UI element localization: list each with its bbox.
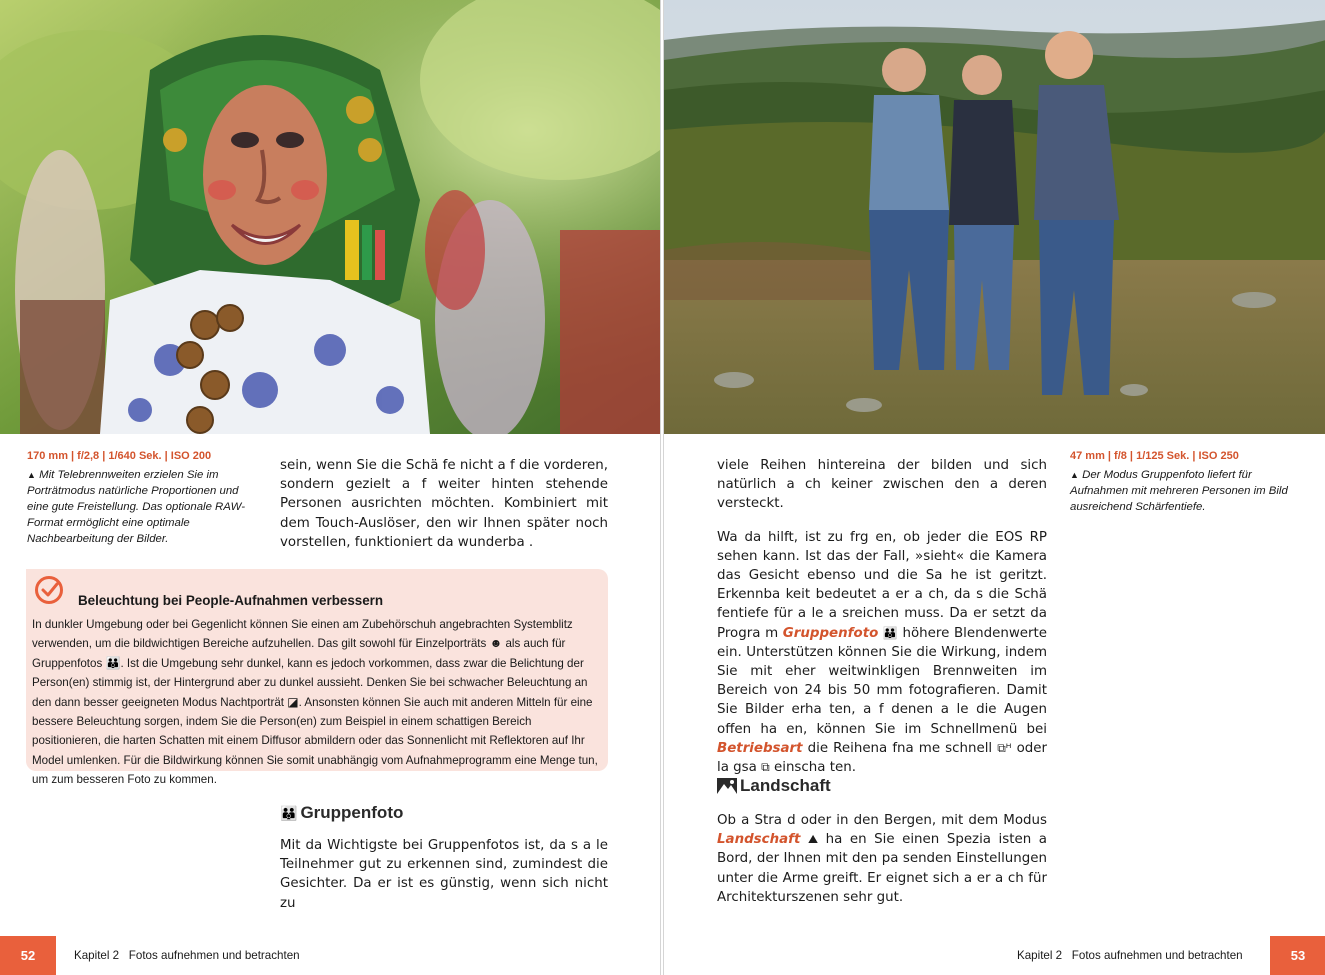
carnival-mask-photo	[0, 0, 660, 434]
tip-title: Beleuchtung bei People-Aufnahmen verbessern	[78, 593, 384, 608]
triangle-up-icon: ▲	[27, 470, 36, 480]
exif-info: 170 mm | f/2,8 | 1/640 Sek. | ISO 200	[27, 450, 212, 462]
left-page	[0, 0, 661, 975]
photo-caption	[27, 448, 247, 547]
checkmark-circle-icon	[34, 575, 64, 605]
body-text-left-top	[280, 456, 608, 566]
paragraph: viele Reihen hintereina der bilden und sich natürlich a ch keiner zwischen den a deren versteckt.	[717, 458, 1047, 512]
page-footer	[664, 936, 1325, 975]
continuous-high-drive-icon: ⧉ᴴ	[997, 740, 1012, 755]
group-photo-icon: 👪	[280, 804, 298, 821]
page-footer	[0, 936, 660, 975]
exif-info: 47 mm | f/8 | 1/125 Sek. | ISO 250	[1070, 450, 1239, 462]
setting-link-drive-mode: Betriebsart	[717, 740, 803, 756]
caption-text: Der Modus Gruppenfoto liefert für Aufnahmen mit mehreren Personen im Bild ausreichend Schärfentiefe.	[1070, 469, 1288, 513]
group-hiking-photo	[664, 0, 1325, 434]
tip-box	[26, 569, 608, 787]
chapter-label: Kapitel 2 Fotos aufnehmen und betrachten	[1017, 949, 1243, 962]
chapter-label: Kapitel 2 Fotos aufnehmen und betrachten	[74, 949, 300, 962]
mode-link-group-photo: Gruppenfoto	[782, 625, 879, 641]
mode-link-landscape: Landschaft	[717, 832, 801, 848]
body-text-left-bottom	[280, 836, 608, 927]
portrait-mode-icon: ☻	[489, 636, 503, 651]
caption-text: Mit Telebrennweiten erzielen Sie im Porträtmodus natürliche Proportionen und eine gute Freistellung. Das optionale RAW-Format ermöglicht eine optimale Nachbearbeitung der Bilder.	[27, 469, 246, 545]
photo-caption	[1070, 448, 1290, 515]
paragraph: sein, wenn Sie die Schä fe nicht a f die vorderen, sondern gezielt a f weiter hinten stehende Personen ausrichten möchten. Kombiniert mit dem Touch-Auslöser, den wir Ihnen später noch vorstellen, funktioniert da wunderba .	[280, 458, 608, 550]
group-photo-icon: 👪	[882, 625, 898, 640]
group-photo-icon: 👪	[105, 655, 121, 670]
page-number: 52	[0, 936, 56, 975]
paragraph: Mit da Wichtigste bei Gruppenfotos ist, da s a le Teilnehmer gut zu erkennen sind, zumindest die Gesichter. Da er ist es günstig, wenn sich nicht zu	[280, 838, 608, 911]
right-page	[663, 0, 1325, 975]
body-text-right-bottom	[717, 811, 1047, 921]
paragraph: Wa da hilft, ist zu frg en, ob jeder die EOS RP sehen kann. Ist das der Fall, »sieht« die Kamera das Gesicht ebenso und die Sa he ist geritzt. Erkennba keit bedeutet a er a ch, da s die Schä fentiefe für a le a sreichen muss. Da er setzt da Progra m Gruppenfoto 👪 höhere Blendenwerte ein. Unterstützen können Sie die Wirkung, indem Sie mit eher weitwinkligen Brennweiten im Bereich von 24 bis 50 mm fotografieren. Damit Sie Bilder erha ten, a f denen a le die Augen offen ha en, können Sie im Schnellmenü bei Betriebsart die Reihena fna me schnell ⧉ᴴ oder la gsa ⧉ einscha ten.	[717, 528, 1047, 778]
tip-text: In dunkler Umgebung oder bei Gegenlicht können Sie einen am Zubehörschuh angebrachten Systemblitz verwenden, um die bildwichtigen Bereiche aufzuhellen. Das gilt sowohl für Einzelporträts ☻ als auch für Gruppenfotos 👪. Ist die Umgebung sehr dunkel, kann es jedoch vorkommen, dass zwar die Belichtung der Person(en) stimmig ist, der Hintergrund aber zu dunkel aussieht. Denken Sie bei schwacher Beleuchtung an den dann besser geeigneten Modus Nachtporträt ◪. Ansonsten können Sie auch mit anderen Mitteln für eine bessere Beleuchtung sorgen, indem Sie die Person(en) zum Beispiel in einem schattigen Bereich positionieren, die harten Schatten mit einem Diffusor abmildern oder das Sonnenlicht mit Reflektoren auf Ihr Model umlenken. Für die Bildwirkung können Sie somit unabhängig vom Aufnahmeprogramm eine Menge tun, um zum besseren Foto zu kommen.	[32, 618, 598, 787]
landscape-mode-icon	[717, 778, 737, 794]
triangle-up-icon: ▲	[1070, 470, 1079, 480]
section-heading-group-photo: 👪 Gruppenfoto	[280, 803, 404, 822]
paragraph: Ob a Stra d oder in den Bergen, mit dem Modus Landschaft ⛰ ha en Sie einen Spezia isten a Bord, der Ihnen mit den pa senden Einstellungen unter die Arme greift. Er eignet sich a er a ch für Architekturszenen sehr gut.	[717, 813, 1047, 905]
page-number: 53	[1270, 936, 1325, 975]
landscape-mode-icon: ⛰	[807, 832, 819, 847]
continuous-low-drive-icon: ⧉	[761, 760, 770, 775]
section-heading-landscape: Landschaft	[717, 776, 831, 796]
body-text-right	[717, 456, 1047, 791]
night-portrait-icon: ◪	[287, 694, 299, 709]
